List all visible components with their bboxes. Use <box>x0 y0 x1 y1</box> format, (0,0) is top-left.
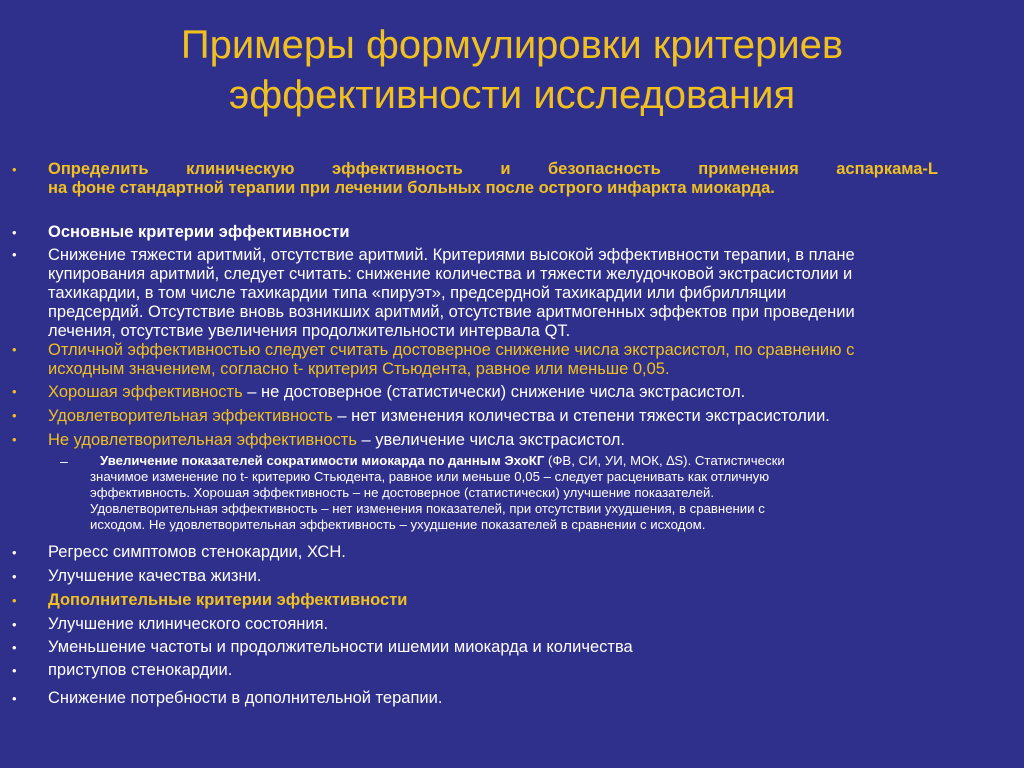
echo-line: исходом. Не удовлетворительная эффективность – ухудшение показателей в сравнении с исходом. <box>90 517 706 532</box>
dash-icon: – <box>60 453 68 469</box>
satisfactory-efficacy-text: – нет изменения количества и степени тяжести экстрасистолии. <box>332 407 830 425</box>
main-para-line: предсердий. Отсутствие вновь возникших аритмий, отсутствие аритмогенных эффектов при проведении <box>48 303 855 321</box>
bullet-icon: • <box>12 384 17 399</box>
additional-item: приступов стенокардии. <box>48 661 233 679</box>
bullet-icon: • <box>12 225 17 240</box>
echo-line-1 <box>100 453 785 468</box>
additional-item: Уменьшение частоты и продолжительности ишемии миокарда и количества <box>48 638 633 656</box>
bullet-icon: • <box>12 342 17 357</box>
bullet-icon: • <box>12 162 17 177</box>
slide-title-line-2: эффективности исследования <box>228 73 796 117</box>
additional-criteria-heading: Дополнительные критерии эффективности <box>48 591 408 609</box>
angina-regression: Регресс симптомов стенокардии, ХСН. <box>48 543 346 561</box>
main-para-line: тахикардии, в том числе тахикардии типа «пируэт», предсердной тахикардии или фибрилляции <box>48 284 787 302</box>
unsatisfactory-efficacy <box>48 431 625 450</box>
excellent-line-2: исходным значением, согласно t- критерия Стьюдента, равное или меньше 0,05. <box>48 360 670 378</box>
objective-line-1: Определить клиническую эффективность и безопасность применения аспаркама-L <box>48 160 938 178</box>
good-efficacy-label: Хорошая эффективность <box>48 383 243 401</box>
bullet-icon: • <box>12 691 17 706</box>
unsatisfactory-efficacy-text: – увеличение числа экстрасистол. <box>356 431 626 449</box>
unsatisfactory-efficacy-label: Не удовлетворительная эффективность <box>48 431 357 449</box>
bullet-icon: • <box>12 247 17 262</box>
main-criteria-heading: Основные критерии эффективности <box>48 223 350 241</box>
bullet-icon: • <box>12 593 17 608</box>
satisfactory-efficacy-label: Удовлетворительная эффективность <box>48 407 333 425</box>
echo-line-1-rest: (ФВ, СИ, УИ, МОК, ∆S). Статистически <box>544 453 785 468</box>
slide-title-line-1: Примеры формулировки критериев <box>180 23 844 67</box>
good-efficacy-text: – не достоверное (статистически) снижение числа экстрасистол. <box>242 383 746 401</box>
main-para-line: Снижение тяжести аритмий, отсутствие аритмий. Критериями высокой эффективности терапии, в плане <box>48 246 855 264</box>
bullet-icon: • <box>12 432 17 447</box>
quality-of-life: Улучшение качества жизни. <box>48 567 262 585</box>
bullet-icon: • <box>12 408 17 423</box>
additional-item: Улучшение клинического состояния. <box>48 615 329 633</box>
echo-lead: Увеличение показателей сократимости миокарда по данным ЭхоКГ <box>100 453 545 468</box>
bullet-icon: • <box>12 640 17 655</box>
additional-item: Снижение потребности в дополнительной терапии. <box>48 689 443 707</box>
bullet-icon: • <box>12 617 17 632</box>
satisfactory-efficacy <box>48 407 830 426</box>
bullet-icon: • <box>12 545 17 560</box>
objective-line-2: на фоне стандартной терапии при лечении больных после острого инфаркта миокарда. <box>48 179 775 197</box>
echo-line: значимое изменение по t- критерию Стьюдента, равное или меньше 0,05 – следует расценивать как отличную <box>90 469 770 484</box>
excellent-line-1: Отличной эффективностью следует считать достоверное снижение числа экстрасистол, по сравнению с <box>48 341 855 359</box>
echo-line: эффективность. Хорошая эффективность – не достоверное (статистически) улучшение показателей. <box>90 485 715 500</box>
bullet-icon: • <box>12 663 17 678</box>
bullet-icon: • <box>12 569 17 584</box>
good-efficacy <box>48 383 745 402</box>
main-para-line: купирования аритмий, следует считать: снижение количества и тяжести желудочковой экстрасистолии и <box>48 265 853 283</box>
echo-line: Удовлетворительная эффективность – нет изменения показателей, при отсутствии ухудшения, в сравнении с <box>90 501 765 516</box>
main-para-line: лечения, отсутствие увеличения продолжительности интервала QT. <box>48 322 571 340</box>
